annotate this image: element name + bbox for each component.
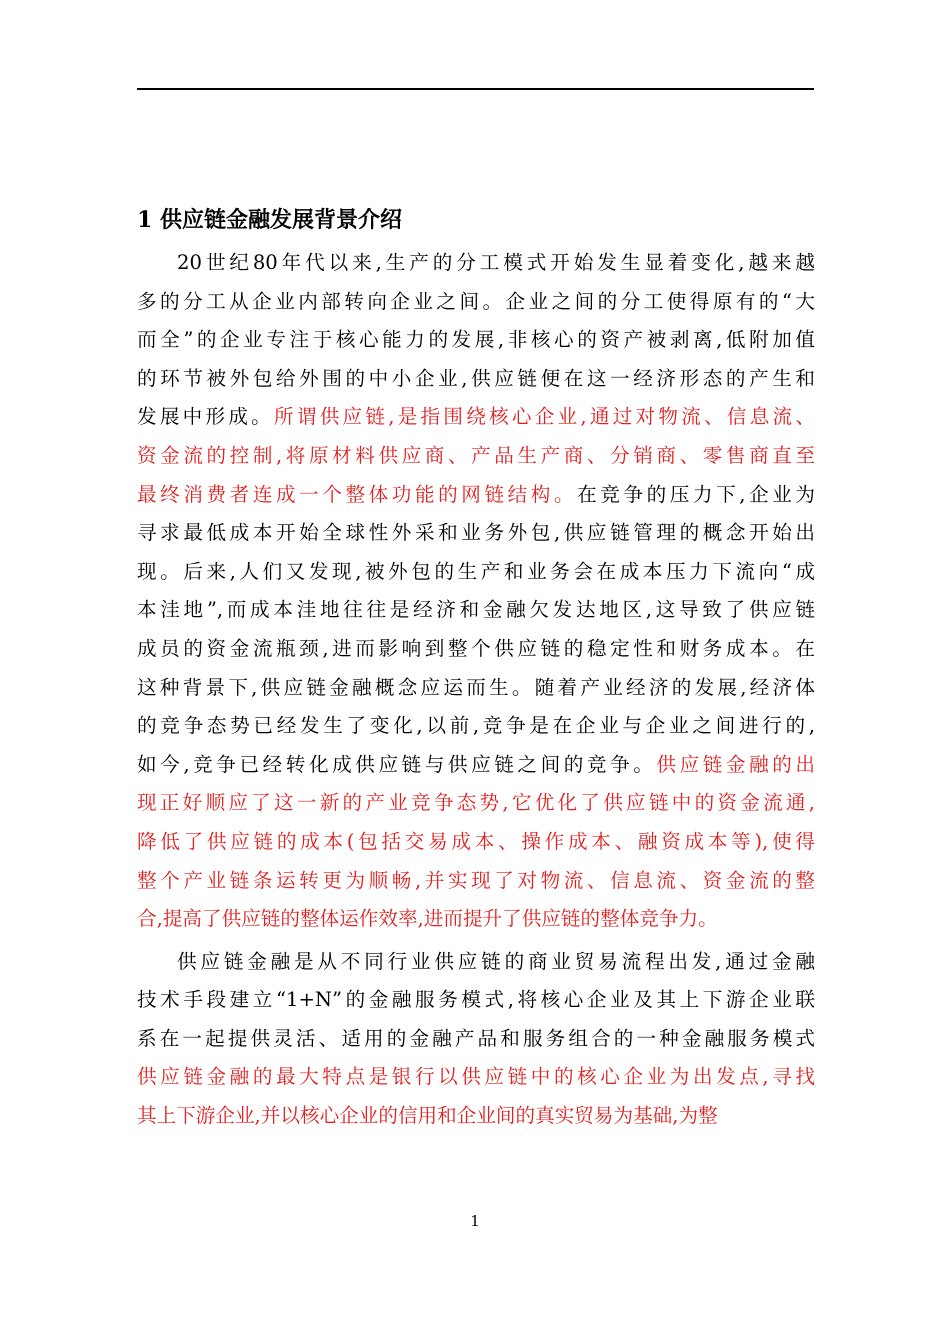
- text-line: [137, 943, 815, 982]
- page-number: 1: [470, 1212, 480, 1230]
- text-line: [137, 514, 815, 553]
- text-line: [137, 398, 815, 437]
- text-line: [137, 900, 815, 939]
- text-line: [137, 1020, 815, 1059]
- text-line: [137, 1097, 815, 1136]
- paragraph-2: [137, 943, 815, 1136]
- body-text-segment: 20世纪80年代以来,生产的分工模式开始发生显着变化,越来越: [177, 251, 815, 274]
- text-line: [137, 553, 815, 592]
- highlighted-text: 降低了供应链的成本(包括交易成本、操作成本、融资成本等),使得: [137, 829, 815, 853]
- text-line: [137, 437, 815, 476]
- body-text-segment: 系在一起提供灵活、适用的金融产品和服务组合的一种金融服务模式: [137, 1026, 815, 1050]
- highlighted-text: 最终消费者连成一个整体功能的网链结构。: [137, 482, 578, 506]
- body-text-segment: 这种背景下,供应链金融概念应运而生。随着产业经济的发展,经济体: [137, 675, 815, 699]
- text-line: [137, 707, 815, 746]
- highlighted-text: 供应链金融的最大特点是银行以供应链中的核心企业为出发点,寻找: [137, 1065, 815, 1089]
- body-text-segment: 的环节被外包给外围的中小企业,供应链便在这一经济形态的产生和: [137, 366, 815, 390]
- body-text: [137, 244, 815, 1136]
- text-line: [137, 283, 815, 322]
- text-line: [137, 784, 815, 823]
- highlighted-text: 合,提高了供应链的整体运作效率,进而提升了供应链的整体竞争力。: [137, 907, 718, 931]
- text-line: [137, 981, 815, 1020]
- body-text-segment: 本洼地”,而成本洼地往往是经济和金融欠发达地区,这导致了供应链: [137, 598, 815, 622]
- body-text-segment: 寻求最低成本开始全球性外采和业务外包,供应链管理的概念开始出: [137, 521, 815, 545]
- highlighted-text: 所谓供应链,是指围绕核心企业,通过对物流、信息流、: [274, 405, 815, 429]
- highlighted-text: 现正好顺应了这一新的产业竞争态势,它优化了供应链中的资金流通,: [137, 791, 815, 815]
- body-text-segment: 供应链金融是从不同行业供应链的商业贸易流程出发,通过金融: [177, 949, 815, 973]
- text-line: [137, 591, 815, 630]
- text-line: [137, 321, 815, 360]
- body-text-segment: 而全”的企业专注于核心能力的发展,非核心的资产被剥离,低附加值: [137, 328, 815, 352]
- text-line: [137, 746, 815, 785]
- body-text-segment: 成员的资金流瓶颈,进而影响到整个供应链的稳定性和财务成本。在: [137, 636, 815, 660]
- text-line: [137, 360, 815, 399]
- body-text-segment: 发展中形成。: [137, 405, 275, 429]
- highlighted-text: 供应链金融的出: [656, 752, 815, 776]
- text-line: [137, 862, 815, 901]
- text-line: [137, 1058, 815, 1097]
- text-line: [137, 244, 815, 283]
- header-rule: [137, 88, 814, 90]
- highlighted-text: 资金流的控制,将原材料供应商、产品生产商、分销商、零售商直至: [137, 443, 815, 467]
- highlighted-text: 其上下游企业,并以核心企业的信用和企业间的真实贸易为基础,为整: [137, 1104, 718, 1128]
- body-text-segment: 在竞争的压力下,企业为: [577, 482, 815, 506]
- text-line: [137, 669, 815, 708]
- body-text-segment: 现。后来,人们又发现,被外包的生产和业务会在成本压力下流向“成: [137, 559, 815, 583]
- body-text-segment: 技术手段建立“1+N”的金融服务模式,将核心企业及其上下游企业联: [137, 988, 815, 1012]
- highlighted-text: 整个产业链条运转更为顺畅,并实现了对物流、信息流、资金流的整: [137, 868, 815, 892]
- body-text-segment: 如今,竞争已经转化成供应链与供应链之间的竞争。: [137, 752, 657, 776]
- body-text-segment: 的竞争态势已经发生了变化,以前,竞争是在企业与企业之间进行的,: [137, 714, 815, 738]
- paragraph-1: [137, 244, 815, 939]
- section-heading: 1 供应链金融发展背景介绍: [137, 207, 402, 233]
- text-line: [137, 823, 815, 862]
- body-text-segment: 多的分工从企业内部转向企业之间。企业之间的分工使得原有的“大: [137, 289, 815, 313]
- text-line: [137, 630, 815, 669]
- text-line: [137, 476, 815, 515]
